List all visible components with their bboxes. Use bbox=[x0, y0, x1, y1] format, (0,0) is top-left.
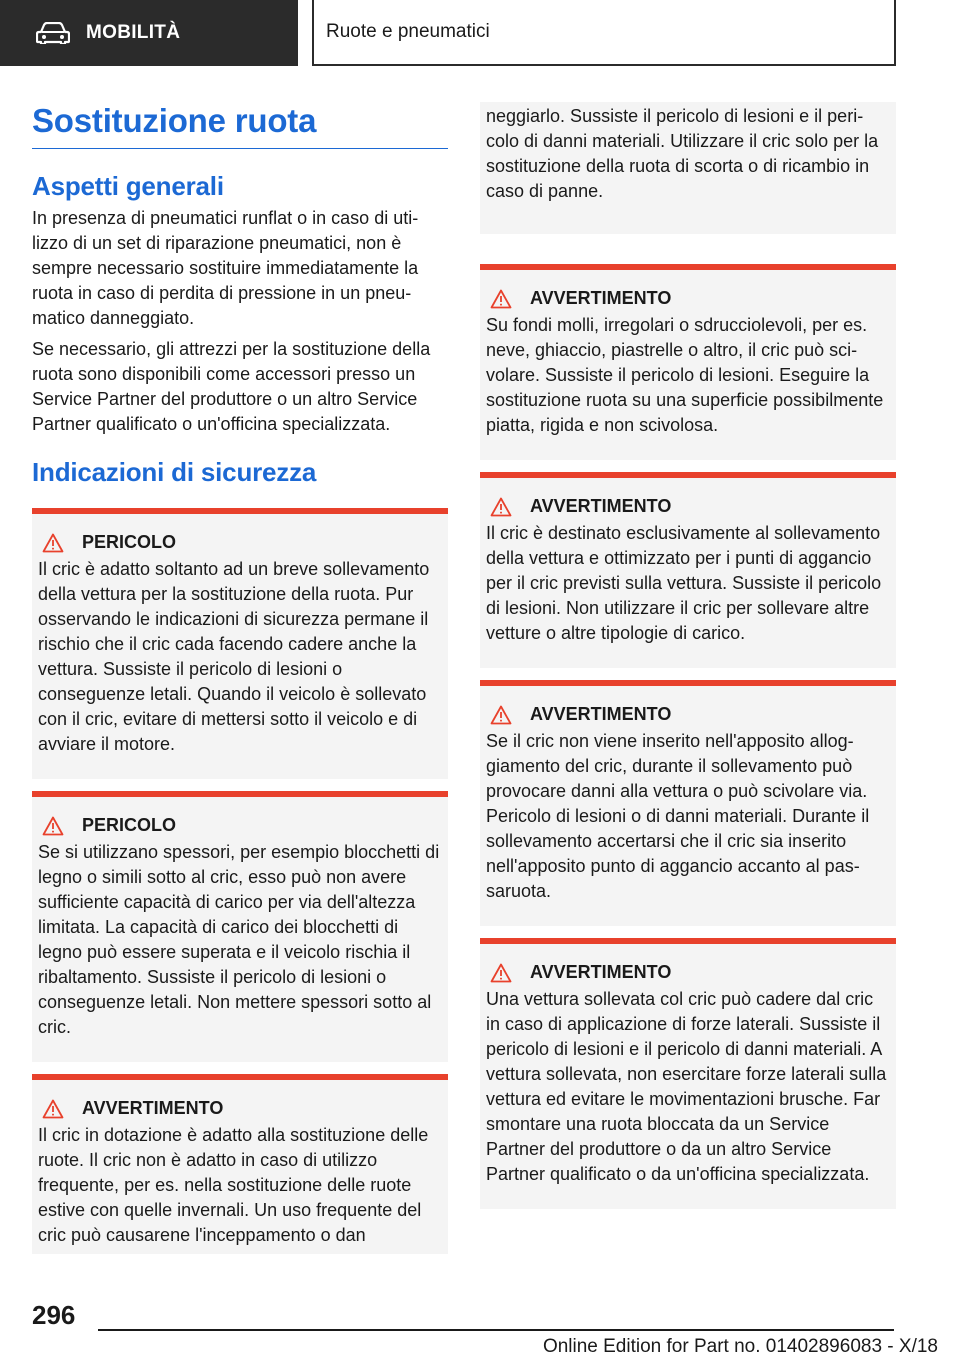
section-tab[interactable] bbox=[0, 0, 298, 66]
box-text: neggiarlo. Sussiste il pericolo di lesioni e il pericolo di danni materiali. Utilizzare il cric solo per la sostituzione della ruota di scorta o di ricambio in caso di panne. bbox=[486, 106, 879, 201]
box-label: AVVERTIMENTO bbox=[530, 496, 672, 516]
box-header bbox=[486, 962, 888, 983]
warning-triangle-icon bbox=[490, 497, 512, 517]
box-label: AVVERTIMENTO bbox=[530, 704, 672, 724]
section-label: MOBILITÀ bbox=[86, 22, 181, 43]
paragraph: Se necessario, gli attrezzi per la sostituzione della ruota sono disponibili come accessori presso un Service Partner del produttore o un altro Service Partner qualificato o un'officina specializzata. bbox=[32, 339, 431, 434]
warning-triangle-icon bbox=[490, 963, 512, 983]
danger-box bbox=[32, 791, 448, 1062]
warning-box bbox=[480, 680, 896, 926]
box-header bbox=[38, 815, 440, 836]
warning-triangle-icon bbox=[490, 289, 512, 309]
warning-triangle-icon bbox=[42, 533, 64, 553]
warning-triangle-icon bbox=[42, 816, 64, 836]
warning-box bbox=[32, 1074, 448, 1254]
box-label: AVVERTIMENTO bbox=[530, 962, 672, 982]
box-text: Su fondi molli, irregolari o sdrucciolevoli, per es. neve, ghiaccio, piastrelle o altro, il cric può scivolare. Sussiste il pericolo di lesioni. Eseguire la sostituzione ruota su una superficie possibilmente piatta, rigida e non scivolosa. bbox=[486, 315, 884, 435]
box-label: PERICOLO bbox=[82, 815, 177, 835]
warning-box-continued bbox=[480, 102, 896, 234]
box-text: Il cric in dotazione è adatto alla sostituzione delle ruote. Il cric non è adatto in caso di utilizzo frequente, per es. nella sostituzione delle ruote estive con quelle invernali. Un uso frequente del cric può causarene l'inceppamento o dan bbox=[38, 1125, 429, 1245]
chapter-tab[interactable] bbox=[312, 0, 896, 66]
footer-divider bbox=[98, 1329, 894, 1331]
page-header bbox=[0, 0, 960, 66]
box-header bbox=[486, 704, 888, 725]
box-label: PERICOLO bbox=[82, 532, 177, 552]
edition-text: Online Edition for Part no. 01402896083 - X/18 bbox=[542, 1336, 938, 1357]
chapter-label: Ruote e pneumatici bbox=[326, 21, 490, 42]
warning-box bbox=[480, 938, 896, 1209]
warning-box bbox=[480, 472, 896, 668]
paragraph: In presenza di pneumatici runflat o in caso di utilizzo di un set di riparazione pneumatici, non è sempre necessario sostituire immediatamente la ruota in caso di perdita di pressione in un pneumatico danneggiato. bbox=[32, 208, 419, 328]
box-text: Una vettura sollevata col cric può cadere dal cric in caso di applicazione di forze laterali. Sussiste il pericolo di lesioni e il pericolo di danni materiali. A vettura sollevata, non esercitare forze laterali sulla vettura ed evitare le movimentazioni brusche. Far smontare una ruota bloccata da un Service Partner del produttore o da un altro Service Partner qualificato o da un'officina specializzata. bbox=[486, 989, 887, 1184]
warning-triangle-icon bbox=[490, 705, 512, 725]
box-header bbox=[38, 532, 440, 553]
box-label: AVVERTIMENTO bbox=[530, 288, 672, 308]
page-number: 296 bbox=[32, 1300, 76, 1330]
warning-triangle-icon bbox=[42, 1099, 64, 1119]
right-column bbox=[480, 102, 896, 1221]
box-header bbox=[486, 288, 888, 309]
box-text: Il cric è adatto soltanto ad un breve sollevamento della vettura per la sostituzione della ruota. Pur osservando le indicazioni di sicurezza permane il rischio che il cric cada facendo cadere anche la vettura. Sussiste il pericolo di lesioni o conseguenze letali. Quando il veicolo è sollevato con il cric, evitare di mettersi sotto il veicolo e di avviare il motore. bbox=[38, 559, 430, 754]
box-text: Il cric è destinato esclusivamente al sollevamento della vettura e ottimizzato per i punti di aggancio per il cric previsti sulla vettura. Sussiste il pericolo di lesioni. Non utilizzare il cric per sollevare altre vetture o altre tipologie di carico. bbox=[486, 523, 882, 643]
box-text: Se si utilizzano spessori, per esempio blocchetti di legno o simili sotto al cric, esso può non avere sufficiente capacità di carico per via dell'altezza limitata. La capacità di carico dei blocchetti di legno può essere superata e il veicolo rischia il ribaltamento. Sussiste il pericolo di lesioni o conseguenze letali. Non mettere spessori sotto al cric. bbox=[38, 842, 440, 1037]
danger-box bbox=[32, 508, 448, 779]
box-label: AVVERTIMENTO bbox=[82, 1098, 224, 1118]
heading-safety: Indicazioni di sicurezza bbox=[32, 457, 317, 487]
page-title: Sostituzione ruota bbox=[32, 102, 448, 149]
box-text: Se il cric non viene inserito nell'apposito alloggiamento del cric, durante il sollevamento può provocare danni alla vettura o può scivolare via. Pericolo di lesioni o di danni materiali. Durante il sollevamento accertarsi che il cric sia inserito nell'apposito punto di aggancio accanto al passaruota. bbox=[486, 731, 870, 901]
car-icon bbox=[36, 22, 70, 44]
warning-box bbox=[480, 264, 896, 460]
box-header bbox=[38, 1098, 440, 1119]
box-header bbox=[486, 496, 888, 517]
heading-general: Aspetti generali bbox=[32, 171, 224, 201]
left-column bbox=[32, 100, 448, 1254]
